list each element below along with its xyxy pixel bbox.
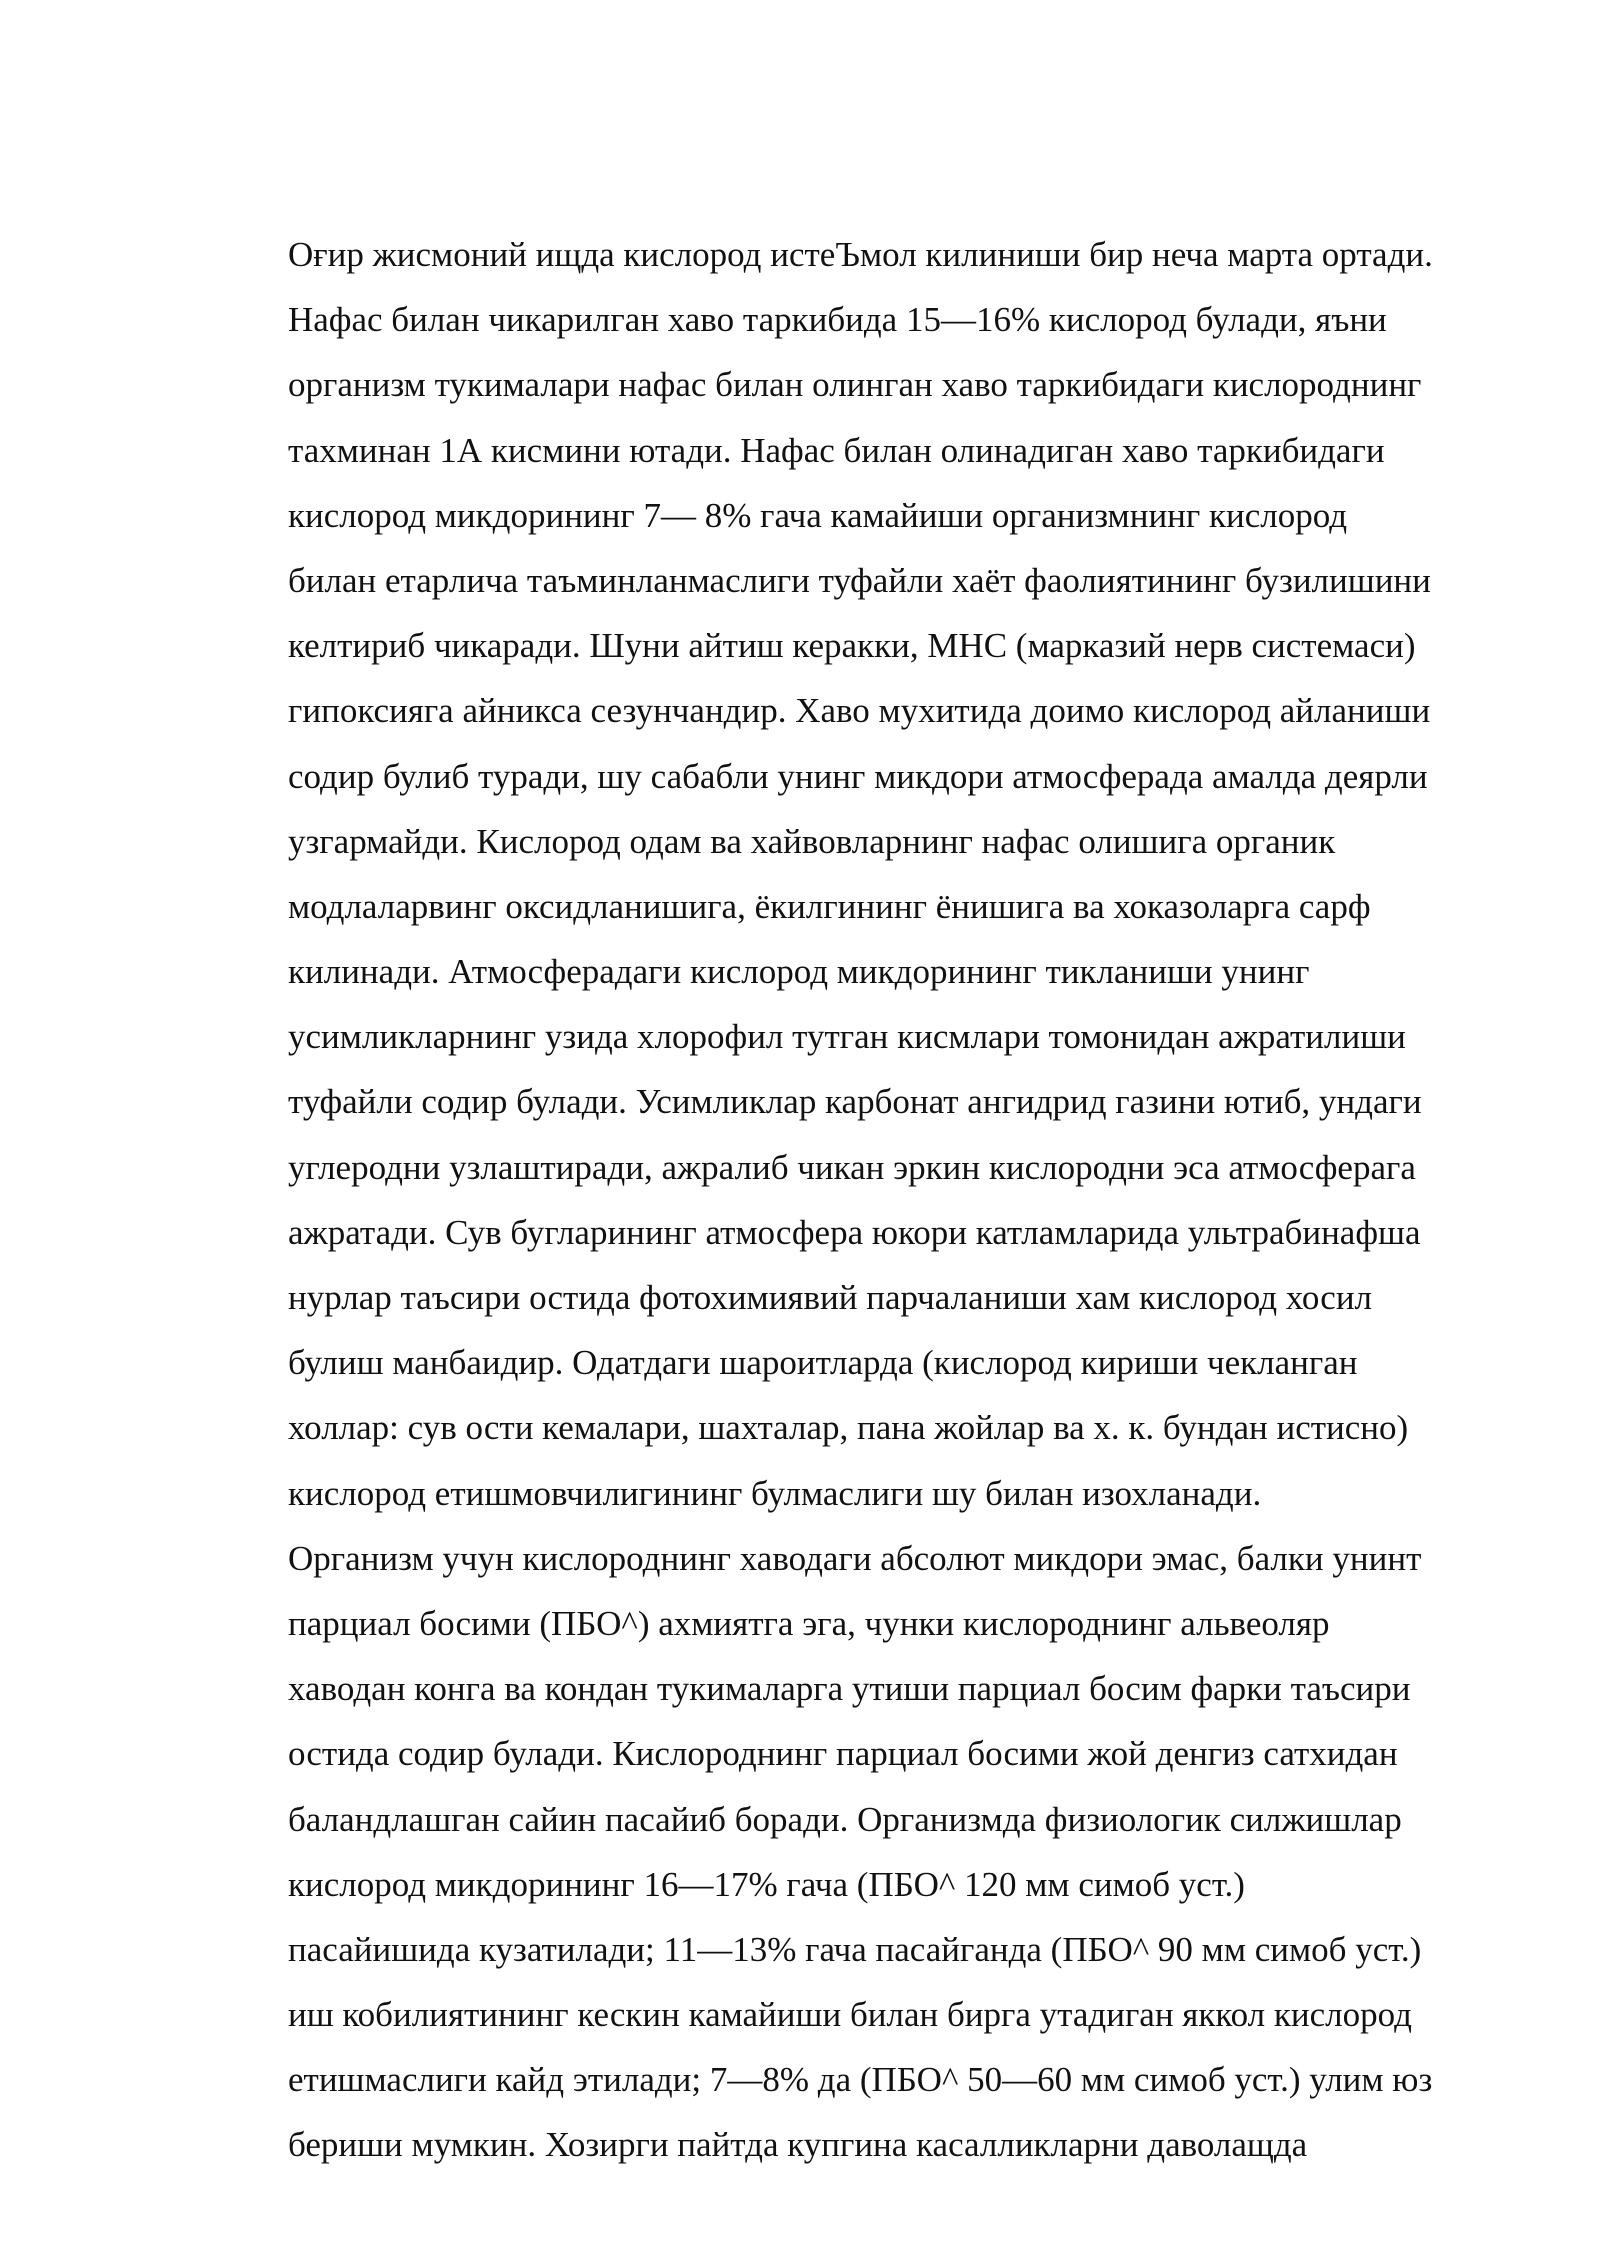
text-line: организм тукималари нафас билан олинган хаво таркибидаги кислороднинг	[288, 365, 1422, 405]
text-line: содир булиб туради, шу сабабли унинг микдори атмосферада амалда деярли	[288, 756, 1428, 796]
text-line: туфайли содир булади. Усимликлар карбонат ангидрид газини ютиб, ундаги	[288, 1082, 1422, 1122]
text-line: кислород микдорининг 16—17% гача (ПБО^ 120 мм симоб уст.)	[288, 1864, 1245, 1904]
text-line: усимликларнинг узида хлорофил тутган кисмлари томонидан ажратилиши	[288, 1017, 1406, 1057]
body-text	[288, 222, 1548, 2178]
text-line: гипоксияга айникса сезунчандир. Хаво мухитида доимо кислород айланиши	[288, 691, 1431, 731]
text-line: пасайишида кузатилади; 11—13% гача пасайганда (ПБО^ 90 мм симоб уст.)	[288, 1929, 1422, 1969]
text-line: булиш манбаидир. Одатдаги шароитларда (кислород кириши чекланган	[288, 1343, 1358, 1383]
text-line: углеродни узлаштиради, ажралиб чикан эркин кислородни эса атмосферага	[288, 1147, 1416, 1187]
text-line: иш кобилиятининг кескин камайиши билан бирга утадиган яккол кислород	[288, 1995, 1412, 2035]
text-line: остида содир булади. Кислороднинг парциал босими жой денгиз сатхидан	[288, 1734, 1398, 1774]
text-line: хаводан конга ва кондан тукималарга утиши парциал босим фарки таъсири	[288, 1669, 1411, 1709]
text-line: кислород микдорининг 7— 8% гача камайиши организмнинг кислород	[288, 495, 1348, 535]
text-line: бериши мумкин. Хозирги пайтда купгина касалликларни даволащда	[288, 2125, 1308, 2165]
text-line: билан етарлича таъминланмаслиги туфайли хаёт фаолиятининг бузилишини	[288, 560, 1431, 600]
text-line: етишмаслиги кайд этилади; 7—8% да (ПБО^ 50—60 мм симоб уст.) улим юз	[288, 2060, 1433, 2100]
text-line: баландлашган сайин пасайиб боради. Организмда физиологик силжишлар	[288, 1799, 1402, 1839]
text-line: Оғир жисмоний ищда кислород истеЪмол килиниши бир неча марта ортади.	[288, 235, 1433, 274]
text-line: ажратади. Сув бугларининг атмосфера юкори катламларида ультрабинафша	[288, 1212, 1421, 1252]
text-line: келтириб чикаради. Шуни айтиш керакки, МНС (марказий нерв системаси)	[288, 626, 1416, 666]
text-line: кислород етишмовчилигининг булмаслиги шу билан изохланади.	[288, 1473, 1262, 1513]
text-line: парциал босими (ПБО^) ахмиятга эга, чунки кислороднинг альвеоляр	[288, 1603, 1330, 1643]
text-line: Нафас билан чикарилган хаво таркибида 15—16% кислород булади, яъни	[288, 300, 1387, 340]
text-line: тахминан 1А кисмини ютади. Нафас билан олинадиган хаво таркибидаги	[288, 430, 1385, 470]
text-line: модлаларвинг оксидланишига, ёкилгининг ёнишига ва хоказоларга сарф	[288, 886, 1371, 926]
text-line: Организм учун кислороднинг хаводаги абсолют микдори эмас, балки унинт	[288, 1538, 1422, 1578]
text-line: нурлар таъсири остида фотохимиявий парчаланиши хам кислород хосил	[288, 1278, 1373, 1317]
text-line: килинади. Атмосферадаги кислород микдорининг тикланиши унинг	[288, 952, 1310, 992]
text-line: узгармайди. Кислород одам ва хайвовларнинг нафас олишига органик	[288, 821, 1336, 861]
text-line: холлар: сув ости кемалари, шахталар, пана жойлар ва х. к. бундан истисно)	[288, 1408, 1409, 1448]
